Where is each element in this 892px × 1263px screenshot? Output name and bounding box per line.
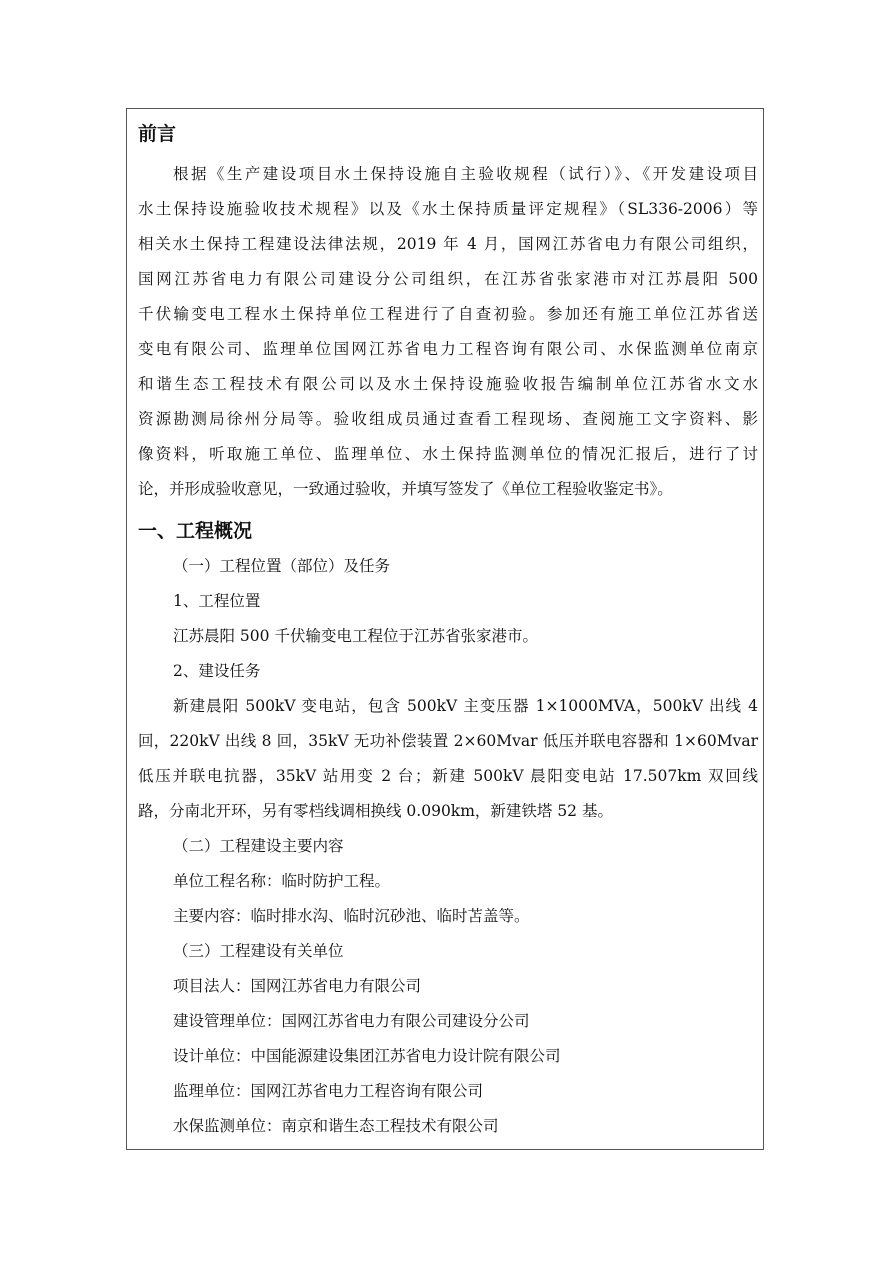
- subsection-heading: （三）工程建设有关单位: [173, 942, 344, 960]
- party-item: 设计单位：中国能源建设集团江苏省电力设计院有限公司: [173, 1047, 561, 1065]
- task-paragraph: [138, 689, 758, 829]
- party-item: 项目法人：国网江苏省电力有限公司: [173, 977, 422, 995]
- preface-heading: 前言: [138, 123, 177, 145]
- unit-name-text: 单位工程名称：临时防护工程。: [173, 872, 391, 890]
- paragraph-line: 变电有限公司、监理单位国网江苏省电力工程咨询有限公司、水保监测单位南京: [138, 340, 758, 358]
- paragraph-line: 根据《生产建设项目水土保持设施自主验收规程（试行）》、《开发建设项目: [173, 165, 758, 183]
- paragraph-line: 论，并形成验收意见，一致通过验收，并填写签发了《单位工程验收鉴定书》。: [138, 480, 673, 498]
- subsection-heading: （一）工程位置（部位）及任务: [173, 557, 391, 575]
- paragraph-line: 千伏输变电工程水土保持单位工程进行了自查初验。参加还有施工单位江苏省送: [138, 305, 758, 323]
- party-item: 水保监测单位：南京和谐生态工程技术有限公司: [173, 1117, 499, 1135]
- party-item: 建设管理单位：国网江苏省电力有限公司建设分公司: [173, 1012, 530, 1030]
- paragraph-line: 和谐生态工程技术有限公司以及水土保持设施验收报告编制单位江苏省水文水: [138, 375, 758, 393]
- paragraph-line: 路，分南北开环，另有零档线调相换线 0.090km，新建铁塔 52 基。: [138, 802, 613, 820]
- paragraph-line: 低压并联电抗器，35kV 站用变 2 台；新建 500kV 晨阳变电站 17.507km 双回线: [138, 767, 758, 785]
- section-heading-overview: 一、工程概况: [138, 520, 253, 542]
- item-heading: 1、工程位置: [173, 592, 261, 610]
- paragraph-line: 相关水土保持工程建设法律法规，2019 年 4 月，国网江苏省电力有限公司组织，: [138, 235, 758, 253]
- subsection-heading: （二）工程建设主要内容: [173, 837, 344, 855]
- document-body: [138, 119, 758, 1144]
- paragraph-line: 水土保持设施验收技术规程》以及《水土保持质量评定规程》（SL336-2006）等: [138, 200, 758, 218]
- party-item: 监理单位：国网江苏省电力工程咨询有限公司: [173, 1082, 484, 1100]
- document-frame: [126, 108, 764, 1150]
- paragraph-line: 新建晨阳 500kV 变电站，包含 500kV 主变压器 1×1000MVA，500kV 出线 4: [173, 697, 758, 715]
- paragraph-line: 像资料，听取施工单位、监理单位、水土保持监测单位的情况汇报后，进行了讨: [138, 445, 758, 463]
- paragraph-line: 国网江苏省电力有限公司建设分公司组织，在江苏省张家港市对江苏晨阳 500: [138, 270, 758, 288]
- paragraph-line: 回，220kV 出线 8 回，35kV 无功补偿装置 2×60Mvar 低压并联电容器和 1×60Mvar: [138, 732, 758, 750]
- item-heading: 2、建设任务: [173, 662, 261, 680]
- location-text: 江苏晨阳 500 千伏输变电工程位于江苏省张家港市。: [173, 627, 538, 645]
- preface-paragraph: [138, 157, 758, 507]
- main-content-text: 主要内容：临时排水沟、临时沉砂池、临时苫盖等。: [173, 907, 530, 925]
- paragraph-line: 资源勘测局徐州分局等。验收组成员通过查看工程现场、查阅施工文字资料、影: [138, 410, 758, 428]
